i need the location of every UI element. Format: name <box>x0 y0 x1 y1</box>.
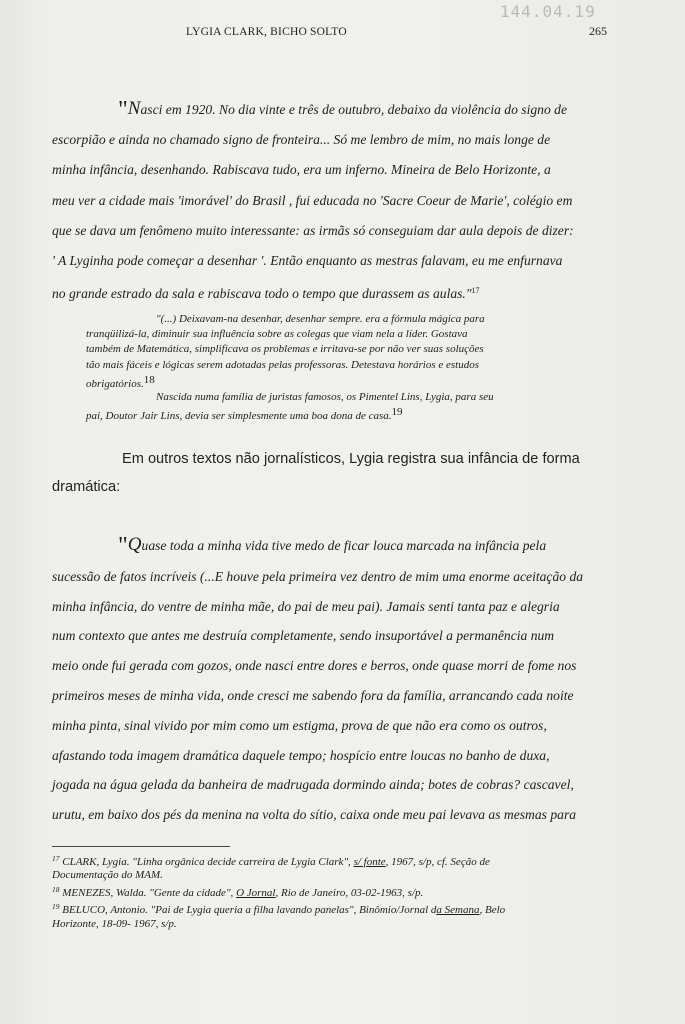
quote-line: escorpião e ainda no chamado signo de fronteira... Só me lembro de mim, no mais longe de <box>52 132 551 148</box>
body-line: Em outros textos não jornalísticos, Lygia registra sua infância de forma <box>122 451 580 467</box>
footnote-19: $^{19}$ BELUCO, Antonio. "Pai de Lygia queria a filha lavando panelas", Binômio/Jornal da Semana, Belo <box>52 902 506 917</box>
quote-line: jogada na água gelada da banheira de madrugada dormindo ainda; botes de cobras? cascavel, <box>52 777 574 793</box>
blockquote-line: tranqüilizá-la, diminuir sua influência sobre as colegas que viam nela a líder. Gostava <box>86 328 468 341</box>
quote-line: primeiros meses de minha vida, onde cresci me sabendo fora da família, arrancando cada noite <box>52 687 574 703</box>
drop-letter: Q <box>127 534 142 555</box>
running-head: LYGIA CLARK, BICHO SOLTO <box>186 26 347 38</box>
blockquote-line: tão mais fáceis e lógicas serem adotadas pelas professoras. Detestava horários e estudos <box>86 358 480 371</box>
footnote-17-continued: Documentação do MAM. <box>52 869 163 882</box>
body-line: dramática: <box>52 479 121 495</box>
quote-line: minha infância, do ventre de minha mãe, do pai de meu pai). Jamais senti tanta paz e alegria <box>52 598 560 614</box>
blockquote-family <box>86 390 576 424</box>
footnotes <box>52 852 608 931</box>
quote-line: meio onde fui gerada com gozos, onde nasci entre dores e berros, onde quase morri de fome nos <box>52 658 577 674</box>
footnote-divider <box>52 846 230 847</box>
body-paragraph <box>52 445 612 501</box>
quote-line: sucessão de fatos incríveis (...E houve pela primeira vez dentro de mim uma enorme aceitação da <box>52 568 584 584</box>
quote-line: num contexto que antes me destruía completamente, sendo insuportável a permanência num <box>52 628 555 644</box>
quote-line: urutu, em baixo dos pés da menina na volta do sítio, caixa onde meu pai levava as mesmas para <box>52 807 577 823</box>
quote-line: meu ver a cidade mais 'imorável' do Brasil , fui educada no 'Sacre Coeur de Marie', colégio em <box>52 192 573 208</box>
footnote-ref: 18 <box>143 373 155 386</box>
footnote-17: $^{17}$ CLARK, Lygia. "Linha orgânica decide carreira de Lygia Clark", s/ fonte, 1967, s/p, cf. Seção de <box>52 854 490 868</box>
quote-text: uase toda a minha vida tive medo de ficar louca marcada na infância pela <box>141 538 547 553</box>
quote-line: que se dava um fenômeno muito interessante: as irmãs só conseguiam dar aula depois de dizer: <box>52 222 574 238</box>
quote-text: no grande estrado da sala e rabiscava todo o tempo que durassem as aulas." <box>52 286 472 302</box>
blockquote-line: também de Matemática, simplificava os problemas e irritava-se por não ver suas soluções <box>86 343 484 356</box>
accession-stamp: 144.04.19 <box>500 2 596 21</box>
drop-letter: N <box>127 98 141 119</box>
footnote-ref: 19 <box>391 406 403 419</box>
footnote-ref: 17 <box>471 286 480 296</box>
quote-birth <box>52 94 608 309</box>
quote-text: asci em 1920. No dia vinte e três de outubro, debaixo da violência do signo de <box>140 102 567 117</box>
blockquote-line: "(...) Deixavam-na desenhar, desenhar sempre. era a fórmula mágica para <box>156 313 485 325</box>
blockquote-line: Nascida numa família de juristas famosos, os Pimentel Lins, Lygia, para seu <box>156 391 494 403</box>
quote-line: minha infância, desenhando. Rabiscava tudo, era um inferno. Mineira de Belo Horizonte, a <box>52 162 551 178</box>
quote-line: minha pinta, sinal vivido por mim como um estigma, prova de que não era como os outros, <box>52 717 547 733</box>
quote-line <box>52 276 608 309</box>
quote-line: afastando toda imagem dramática daquele tempo; hospício entre loucas no banho de duxa, <box>52 747 550 763</box>
opening-quote-mark: " <box>118 97 128 123</box>
blockquote-text: obrigatórios. <box>86 377 144 390</box>
quote-fear <box>52 530 608 830</box>
quote-line <box>52 94 608 125</box>
blockquote-school <box>86 312 576 392</box>
blockquote-line <box>86 405 576 424</box>
blockquote-text: pai, Doutor Jair Lins, devia ser simplesmente uma boa dona de casa. <box>86 410 392 423</box>
opening-quote-mark: " <box>118 533 128 559</box>
quote-line <box>52 530 608 562</box>
quote-line: ' A Lyginha pode começar a desenhar '. Então enquanto as mestras falavam, eu me enfurnava <box>52 253 563 269</box>
footnote-19-continued: Horizonte, 18-09- 1967, s/p. <box>52 917 177 930</box>
page-number: 265 <box>589 24 607 38</box>
footnote-18: $^{18}$ MENEZES, Walda. "Gente da cidade", O Jornal, Rio de Janeiro, 03-02-1963, s/p. <box>52 884 424 899</box>
